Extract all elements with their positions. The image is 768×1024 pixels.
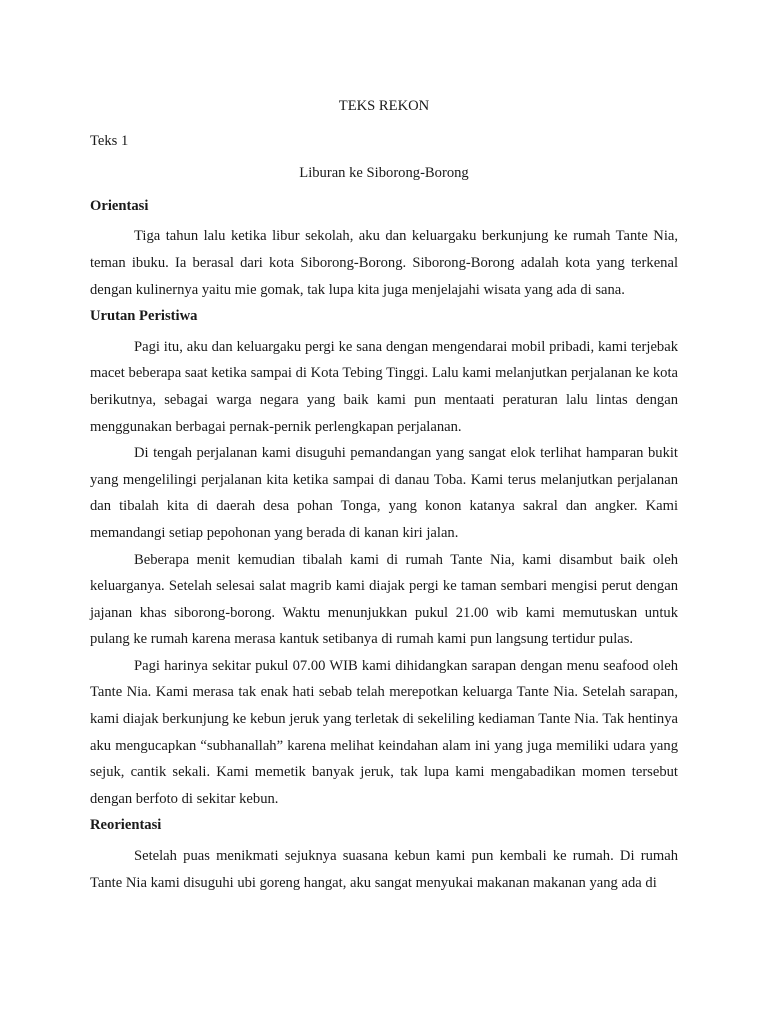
section-heading-orientasi: Orientasi [90, 197, 149, 214]
paragraph: Pagi itu, aku dan keluargaku pergi ke sana dengan mengendarai mobil pribadi, kami terjebak macet beberapa saat ketika sampai di Kota Tebing Tinggi. Lalu kami melanjutkan perjalanan ke kota berikutnya, sebagai warga negara yang baik kami pun mentaati peraturan lalu lintas dengan menggunakan berbagai pernak-pernik perlengkapan perjalanan. [90, 338, 678, 435]
paragraph: Tiga tahun lalu ketika libur sekolah, aku dan keluargaku berkunjung ke rumah Tante Nia, teman ibuku. Ia berasal dari kota Siborong-Borong. Siborong-Borong adalah kota yang terkenal dengan kulinernya yaitu mie gomak, tak lupa kita juga menjelajahi wisata yang ada di sana. [90, 228, 678, 298]
paragraph: Beberapa menit kemudian tibalah kami di rumah Tante Nia, kami disambut baik oleh keluarganya. Setelah selesai salat magrib kami diajak pergi ke taman sembari mengisi perut dengan jajanan khas siborong-borong. Waktu menunjukkan pukul 21.00 wib kami memutuskan untuk pulang ke rumah karena merasa kantuk setibanya di rumah kami pun langsung tertidur pulas. [90, 551, 678, 648]
story-title: Liburan ke Siborong-Borong [299, 165, 469, 182]
paragraph: Pagi harinya sekitar pukul 07.00 WIB kami dihidangkan sarapan dengan menu seafood oleh Tante Nia. Kami merasa tak enak hati sebab telah merepotkan keluarga Tante Nia. Setelah sarapan, kami diajak berkunjung ke kebun jeruk yang terletak di sekeliling kediaman Tante Nia. Tak hentinya aku mengucapkan “subhanallah” karena melihat keindahan alam ini yang juga memiliki udara yang sejuk, cantik sekali. Kami memetik banyak jeruk, tak lupa kami mengabadikan momen tersebut dengan berfoto di sekitar kebun. [90, 657, 678, 807]
section-heading-urutan-peristiwa: Urutan Peristiwa [90, 308, 198, 325]
text-label: Teks 1 [90, 132, 129, 149]
section-heading-reorientasi: Reorientasi [90, 817, 162, 834]
document-content [90, 93, 678, 896]
paragraph: Di tengah perjalanan kami disuguhi pemandangan yang sangat elok terlihat hamparan bukit yang mengelilingi perjalanan kita ketika sampai di danau Toba. Kami terus melanjutkan perjalanan dan tibalah kita di daerah desa pohan Tonga, yang konon katanya sakral dan angker. Kami memandangi setiap pepohonan yang berada di kanan kiri jalan. [90, 445, 678, 541]
paragraph: Setelah puas menikmati sejuknya suasana kebun kami pun kembali ke rumah. Di rumah Tante Nia kami disuguhi ubi goreng hangat, aku sangat menyukai makanan makanan yang ada di [90, 848, 678, 891]
document-title: TEKS REKON [338, 98, 430, 114]
